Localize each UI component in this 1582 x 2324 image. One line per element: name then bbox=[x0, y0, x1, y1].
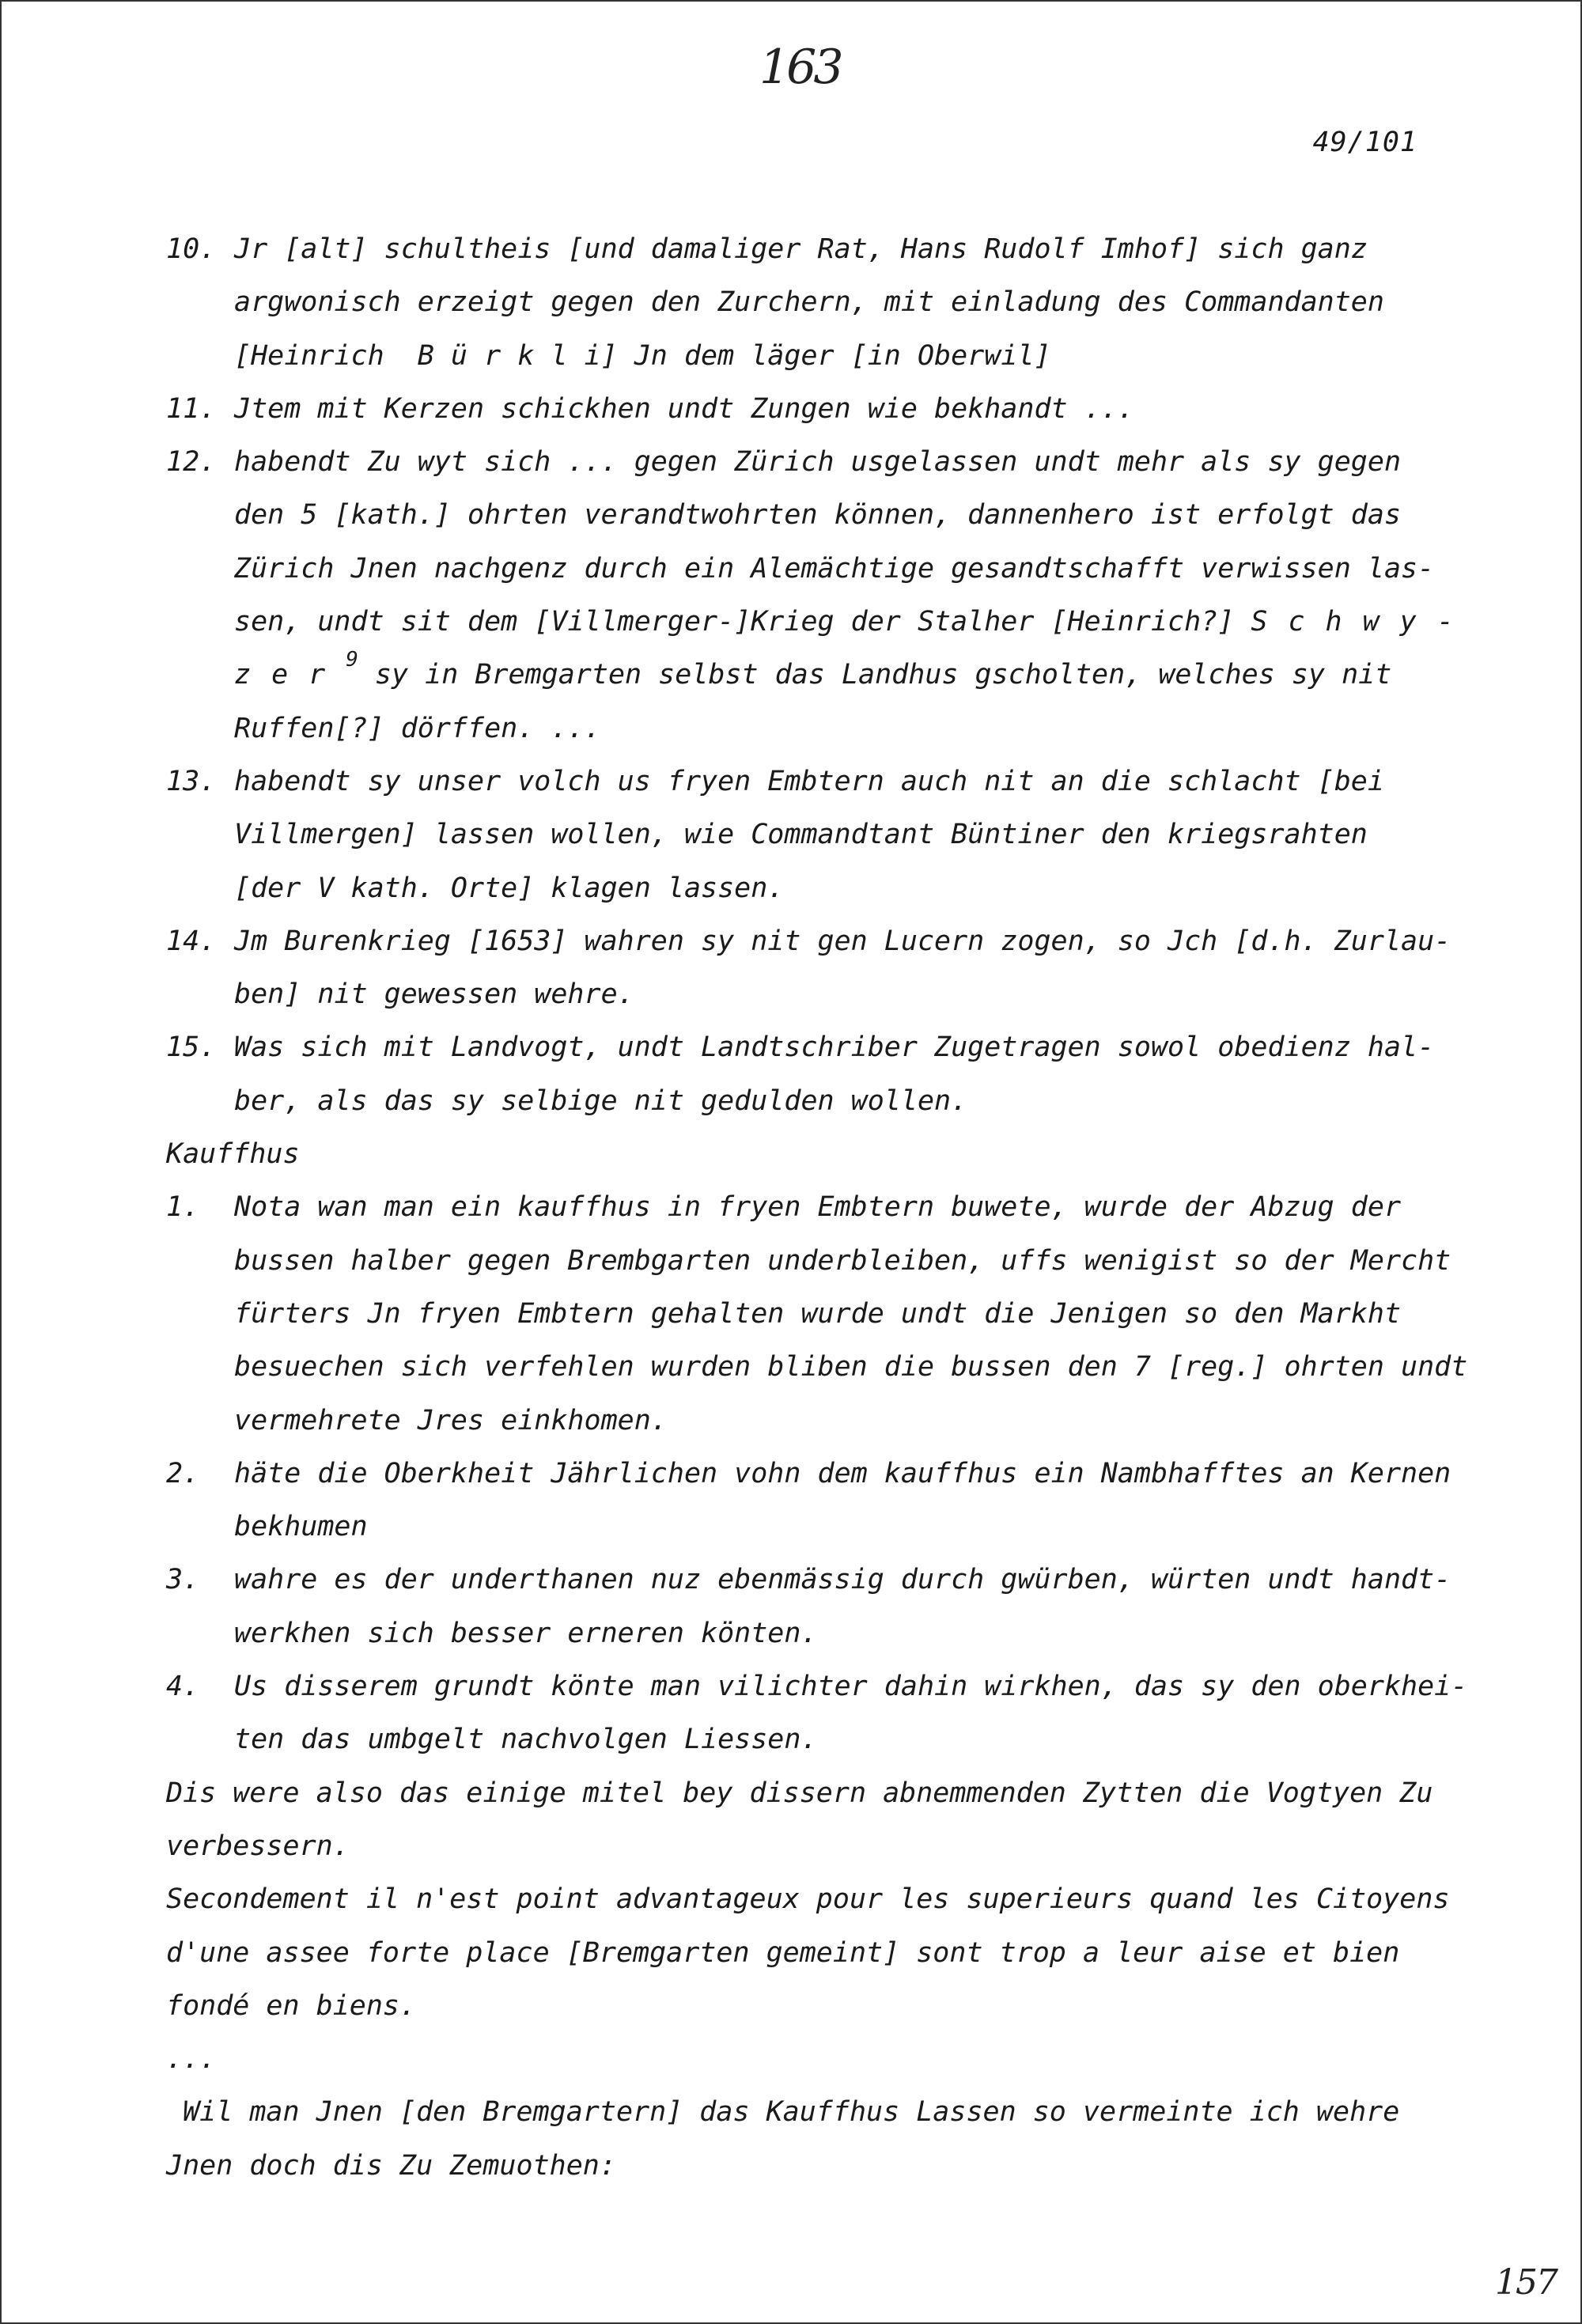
text-line: bussen halber gegen Brembgarten underbleiben, uffs wenigist so der Mercht bbox=[234, 1244, 1451, 1277]
text-segment: sy in Bremgarten selbst das Landhus gscholten, welches sy nit bbox=[358, 659, 1392, 691]
spaced-name-part-2: zer bbox=[234, 659, 346, 691]
item-text bbox=[234, 1448, 1463, 1554]
closing-line: fondé en biens. bbox=[166, 1989, 417, 2022]
text-line: Jr [alt] schultheis [und damaliger Rat, Hans Rudolf Imhof] sich ganz bbox=[234, 233, 1368, 265]
list-item-1 bbox=[166, 1181, 1468, 1447]
text-line: Us disserem grundt könte man vilichter dahin wirkhen, das sy den oberkhei- bbox=[234, 1671, 1468, 1703]
handwritten-corner-number: 157 bbox=[1495, 2262, 1557, 2303]
document-body bbox=[166, 223, 1474, 2193]
text-line: Nota wan man ein kauffhus in fryen Embtern buwete, wurde der Abzug der bbox=[234, 1191, 1402, 1224]
item-text bbox=[234, 1181, 1467, 1447]
text-line: argwonisch erzeigt gegen den Zurchern, mit einladung des Commandanten bbox=[234, 286, 1384, 319]
closing-line: Secondement il n'est point advantageux pour les superieurs quand les Citoyens bbox=[166, 1883, 1450, 1916]
text-line: häte die Oberkheit Jährlichen vohn dem kauffhus ein Nambhafftes an Kernen bbox=[234, 1457, 1451, 1489]
item-number: 4. bbox=[166, 1671, 200, 1703]
text-line: bekhumen bbox=[234, 1511, 368, 1543]
item-text bbox=[234, 383, 1463, 436]
final-line: Wil man Jnen [den Bremgartern] das Kauffhus Lassen so vermeinte ich wehre bbox=[166, 2096, 1400, 2129]
footnote-marker: 9 bbox=[346, 648, 358, 672]
text-line: ber, als das sy selbige nit gedulden wollen. bbox=[234, 1084, 968, 1117]
closing-line: d'une assee forte place [Bremgarten gemeint] sont trop a leur aise et bien bbox=[166, 1936, 1400, 1969]
ellipsis: ... bbox=[166, 2043, 217, 2076]
spaced-name-part-1: Schwy- bbox=[1251, 606, 1474, 638]
text-line: wahre es der underthanen nuz ebenmässig durch gwürben, würten undt handt- bbox=[234, 1564, 1451, 1596]
item-text bbox=[234, 223, 1463, 383]
item-number: 14. bbox=[166, 925, 217, 957]
item-text bbox=[234, 1021, 1463, 1128]
item-number: 3. bbox=[166, 1564, 200, 1596]
list-item-12 bbox=[166, 436, 1474, 755]
text-line: habendt Zu wyt sich ... gegen Zürich usgelassen undt mehr als sy gegen bbox=[234, 446, 1402, 479]
list-item-3 bbox=[166, 1554, 1463, 1660]
closing-line: verbessern. bbox=[166, 1830, 350, 1862]
text-line: besuechen sich verfehlen wurden bliben die bussen den 7 [reg.] ohrten undt bbox=[234, 1351, 1468, 1383]
text-line: Ruffen[?] dörffen. ... bbox=[234, 712, 601, 744]
list-item-2 bbox=[166, 1448, 1463, 1554]
list-item-4 bbox=[166, 1660, 1468, 1767]
text-line: ben] nit gewessen wehre. bbox=[234, 978, 634, 1011]
item-text bbox=[234, 436, 1474, 755]
text-line: vermehrete Jres einkhomen. bbox=[234, 1404, 668, 1436]
handwritten-page-number: 163 bbox=[759, 40, 841, 95]
list-item-15 bbox=[166, 1021, 1463, 1128]
item-number: 2. bbox=[166, 1457, 200, 1489]
item-text bbox=[234, 915, 1463, 1022]
text-line: Jm Burenkrieg [1653] wahren sy nit gen Lucern zogen, so Jch [d.h. Zurlau- bbox=[234, 925, 1451, 957]
section-heading: Kauffhus bbox=[166, 1138, 300, 1171]
final-line: Jnen doch dis Zu Zemuothen: bbox=[166, 2149, 616, 2182]
item-number: 11. bbox=[166, 392, 217, 425]
text-line: Zürich Jnen nachgenz durch ein Alemächtige gesandtschafft verwissen las- bbox=[234, 552, 1435, 585]
text-line: den 5 [kath.] ohrten verandtwohrten können, dannenhero ist erfolgt das bbox=[234, 499, 1402, 532]
item-text bbox=[234, 1660, 1467, 1767]
list-item-10 bbox=[166, 223, 1463, 383]
text-line: [der V kath. Orte] klagen lassen. bbox=[234, 872, 785, 904]
archive-reference: 49/101 bbox=[1312, 127, 1417, 158]
item-number: 1. bbox=[166, 1191, 200, 1224]
list-item-11 bbox=[166, 383, 1463, 436]
text-line: Villmergen] lassen wollen, wie Commandtant Büntiner den kriegsrahten bbox=[234, 819, 1368, 851]
closing-line: Dis were also das einige mitel bey dissern abnemmenden Zytten die Vogtyen Zu bbox=[166, 1777, 1433, 1809]
item-number: 15. bbox=[166, 1031, 217, 1064]
text-line: [Heinrich B ü r k l i] Jn dem läger [in Oberwil] bbox=[234, 339, 1051, 372]
item-number: 12. bbox=[166, 446, 217, 479]
text-line: ten das umbgelt nachvolgen Liessen. bbox=[234, 1724, 818, 1756]
list-item-14 bbox=[166, 915, 1463, 1022]
text-line: fürters Jn fryen Embtern gehalten wurde undt die Jenigen so den Markht bbox=[234, 1297, 1402, 1330]
text-line: Was sich mit Landvogt, undt Landtschriber Zugetragen sowol obedienz hal- bbox=[234, 1031, 1435, 1064]
text-line: habendt sy unser volch us fryen Embtern auch nit an die schlacht [bei bbox=[234, 765, 1384, 797]
text-segment: sen, undt sit dem [Villmerger-]Krieg der Stalher [Heinrich?] bbox=[234, 606, 1235, 638]
item-text bbox=[234, 755, 1463, 915]
item-number: 10. bbox=[166, 233, 217, 265]
text-line bbox=[234, 596, 1474, 649]
item-number: 13. bbox=[166, 765, 217, 797]
item-text bbox=[234, 1554, 1463, 1660]
text-line: Jtem mit Kerzen schickhen undt Zungen wie bekhandt ... bbox=[234, 392, 1134, 425]
text-line bbox=[234, 649, 1474, 702]
list-item-13 bbox=[166, 755, 1463, 915]
text-line: werkhen sich besser erneren könten. bbox=[234, 1617, 818, 1649]
